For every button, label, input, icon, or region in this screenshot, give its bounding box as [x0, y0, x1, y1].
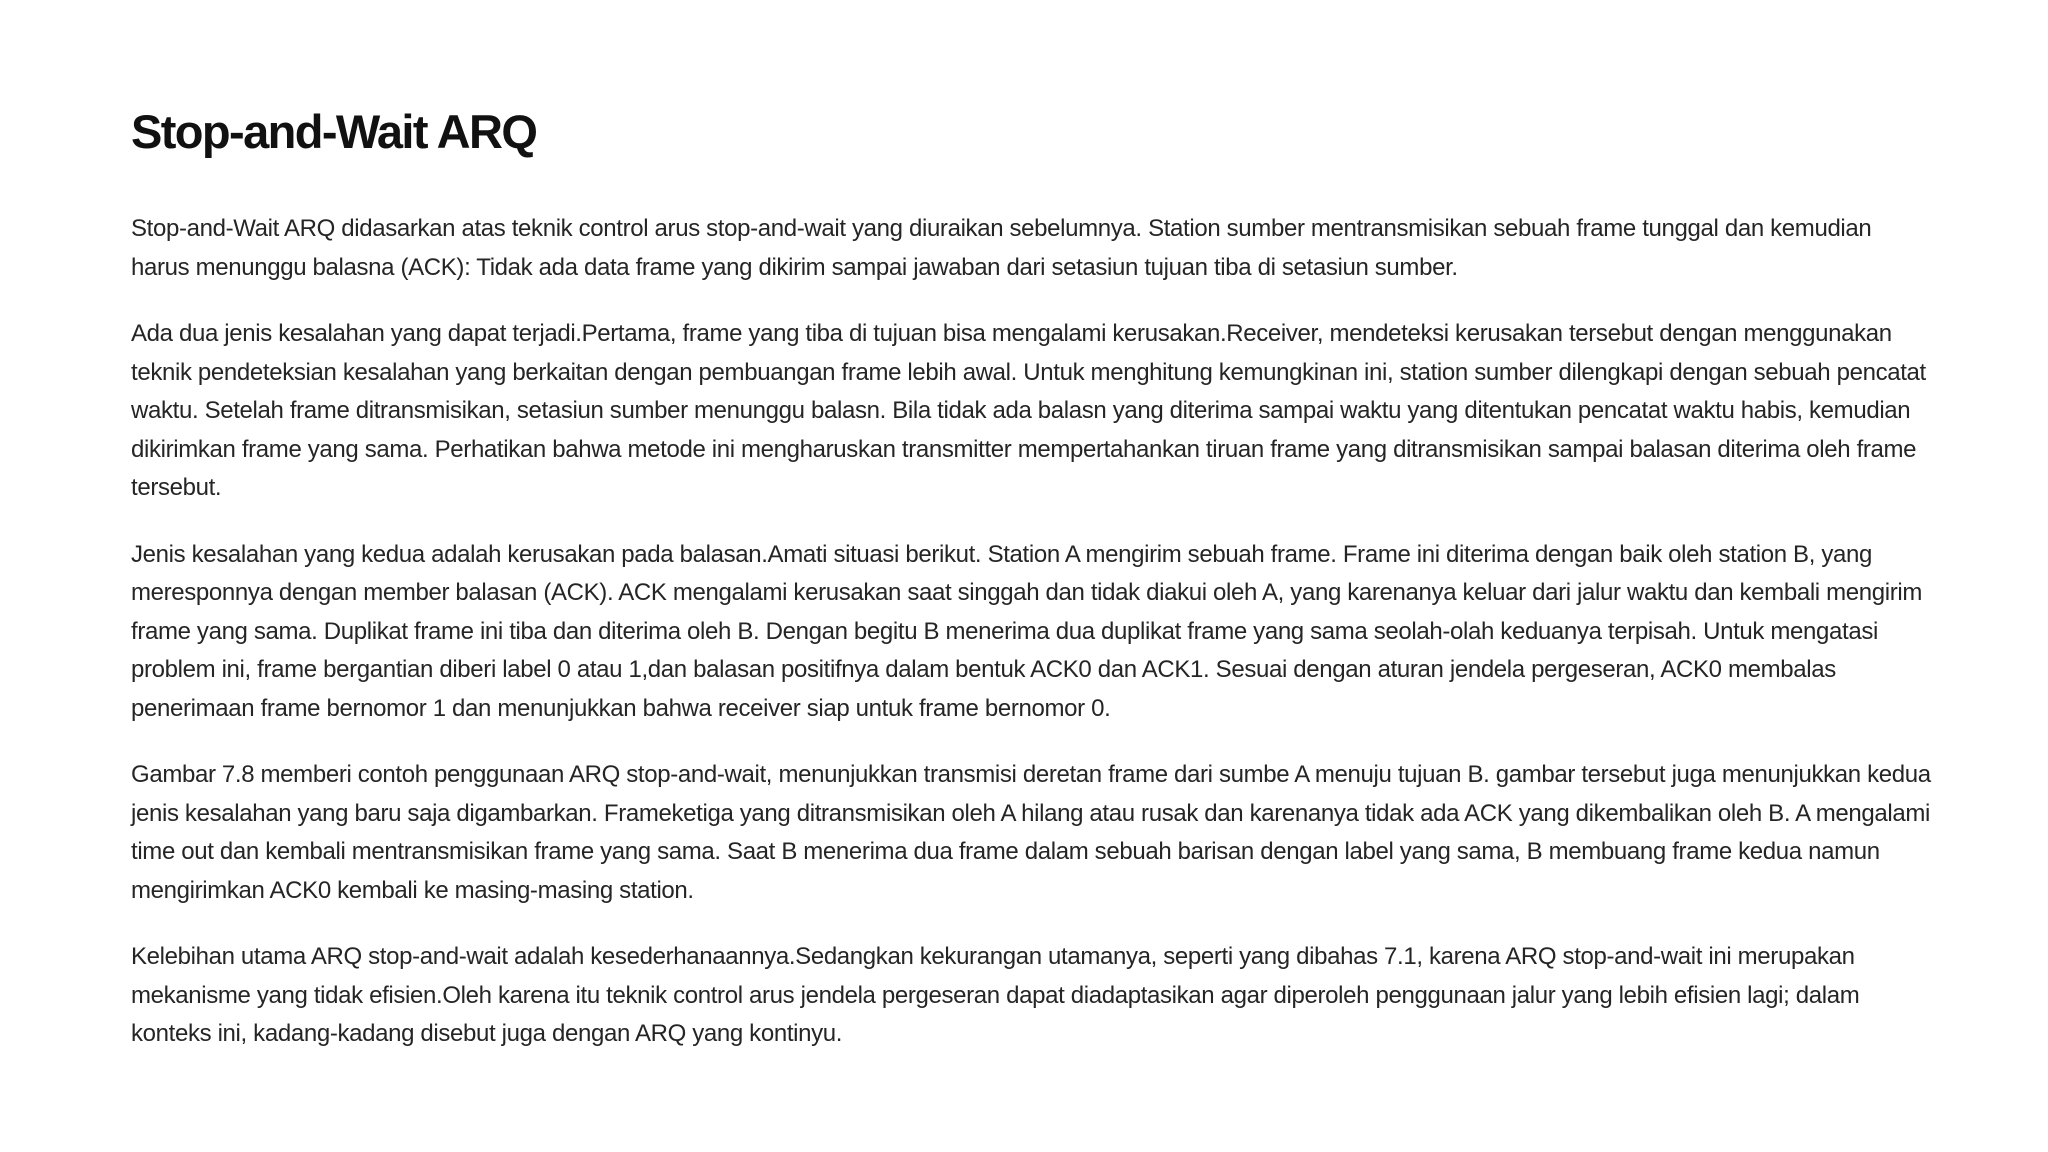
paragraph-2: Ada dua jenis kesalahan yang dapat terjadi.Pertama, frame yang tiba di tujuan bisa mengalami kerusakan.Receiver, mendeteksi kerusakan tersebut dengan menggunakan teknik pendeteksian kesalahan yang berkaitan dengan pembuangan frame lebih awal. Untuk menghitung kemungkinan ini, station sumber dilengkapi dengan sebuah pencatat waktu. Setelah frame ditransmisikan, setasiun sumber menunggu balasn. Bila tidak ada balasn yang diterima sampai waktu yang ditentukan pencatat waktu habis, kemudian dikirimkan frame yang sama. Perhatikan bahwa metode ini mengharuskan transmitter mempertahankan tiruan frame yang ditransmisikan sampai balasan diterima oleh frame tersebut. — [131, 320, 1926, 502]
paragraph-1: Stop-and-Wait ARQ didasarkan atas teknik control arus stop-and-wait yang diuraikan sebelumnya. Station sumber mentransmisikan sebuah frame tunggal dan kemudian harus menunggu balasna (ACK): Tidak ada data frame yang dikirim sampai jawaban dari setasiun tujuan tiba di setasiun sumber. — [131, 215, 1872, 281]
page-title: Stop-and-Wait ARQ — [131, 105, 537, 158]
paragraph-3: Jenis kesalahan yang kedua adalah kerusakan pada balasan.Amati situasi berikut. Station A mengirim sebuah frame. Frame ini diterima dengan baik oleh station B, yang meresponnya dengan member balasan (ACK). ACK mengalami kerusakan saat singgah dan tidak diakui oleh A, yang karenanya keluar dari jalur waktu dan kembali mengirim frame yang sama. Duplikat frame ini tiba dan diterima oleh B. Dengan begitu B menerima dua duplikat frame yang sama seolah-olah keduanya terpisah. Untuk mengatasi problem ini, frame bergantian diberi label 0 atau 1,dan balasan positifnya dalam bentuk ACK0 dan ACK1. Sesuai dengan aturan jendela pergeseran, ACK0 membalas penerimaan frame bernomor 1 dan menunjukkan bahwa receiver siap untuk frame bernomor 0. — [131, 540, 1922, 722]
paragraph-5: Kelebihan utama ARQ stop-and-wait adalah kesederhanaannya.Sedangkan kekurangan utamanya, seperti yang dibahas 7.1, karena ARQ stop-and-wait ini merupakan mekanisme yang tidak efisien.Oleh karena itu teknik control arus jendela pergeseran dapat diadaptasikan agar diperoleh penggunaan jalur yang lebih efisien lagi; dalam konteks ini, kadang-kadang disebut juga dengan ARQ yang kontinyu. — [131, 943, 1860, 1048]
document-page — [131, 104, 1931, 1054]
paragraph-4: Gambar 7.8 memberi contoh penggunaan ARQ stop-and-wait, menunjukkan transmisi deretan frame dari sumbe A menuju tujuan B. gambar tersebut juga menunjukkan kedua jenis kesalahan yang baru saja digambarkan. Frameketiga yang ditransmisikan oleh A hilang atau rusak dan karenanya tidak ada ACK yang dikembalikan oleh B. A mengalami time out dan kembali mentransmisikan frame yang sama. Saat B menerima dua frame dalam sebuah barisan dengan label yang sama, B membuang frame kedua namun mengirimkan ACK0 kembali ke masing-masing station. — [131, 761, 1931, 904]
article-body — [131, 210, 1931, 1054]
